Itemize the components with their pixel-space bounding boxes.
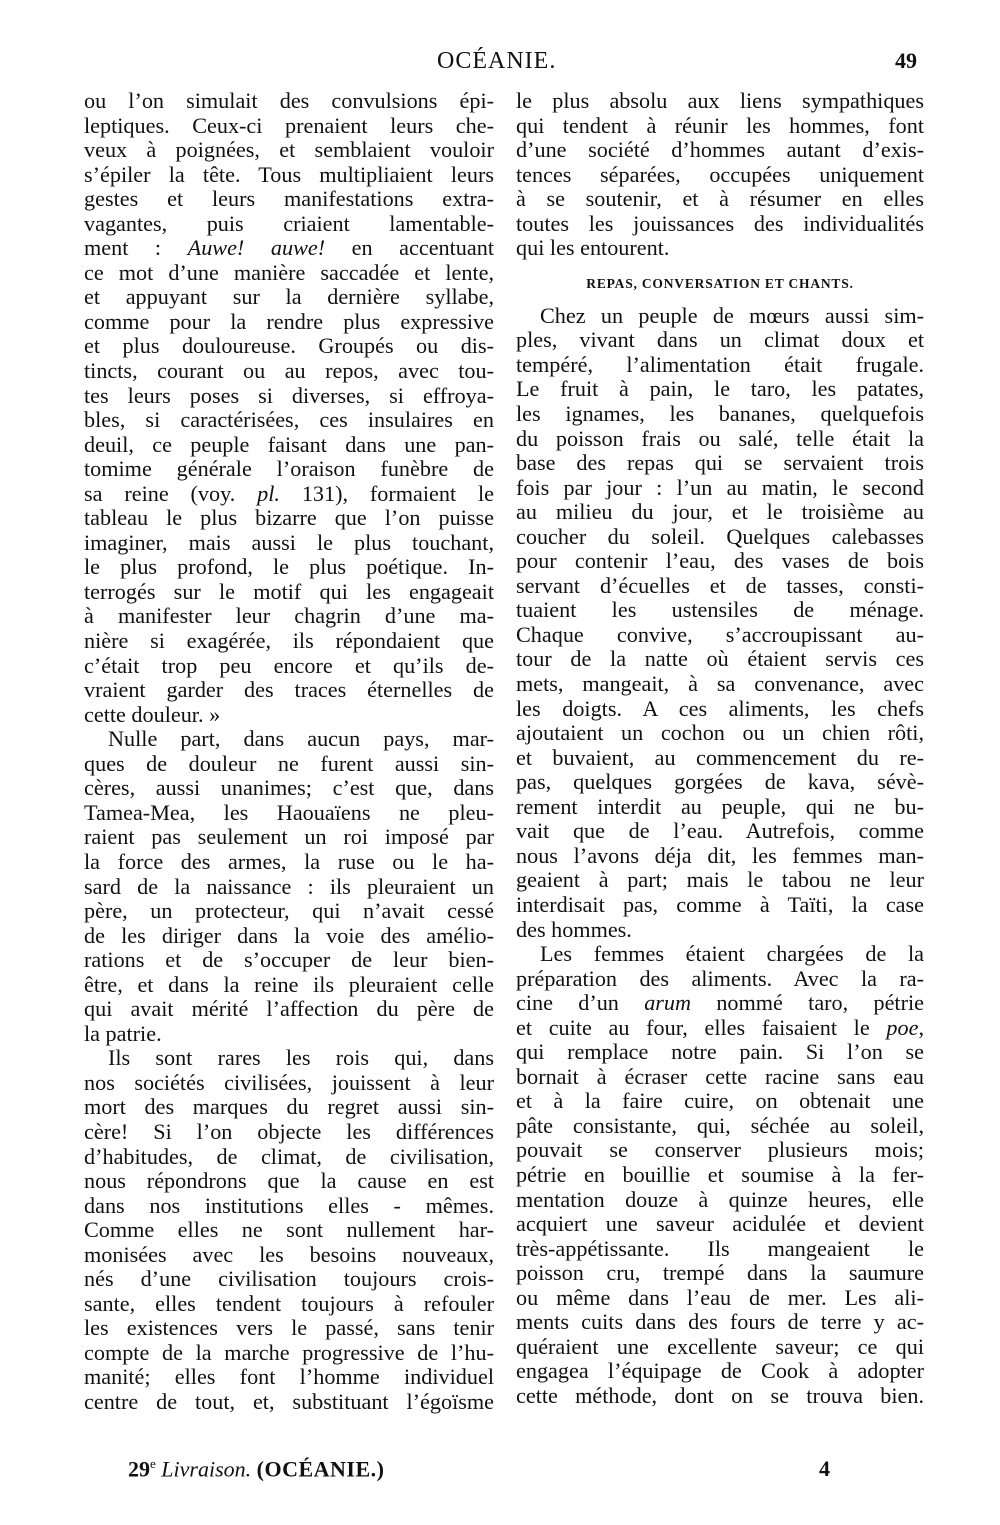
signature-word: Livraison. [161, 1456, 252, 1482]
text-line: mets, mangeait, à sa convenance, avec [516, 671, 924, 697]
text-line: rations et de s’occuper de leur bien- [84, 947, 494, 973]
text-line: compte de la marche progressive de l’hu- [84, 1339, 494, 1365]
text-line: sard de la naissance : ils pleuraient un [84, 873, 494, 899]
text-line: veux à poignées, et semblaient vouloir [84, 137, 494, 163]
text-line: cette méthode, dont on se trouva bien. [516, 1382, 924, 1408]
text-line: sante, elles tendent toujours à refouler [84, 1290, 494, 1316]
text-line: le plus profond, le plus poétique. In- [84, 554, 494, 580]
paragraph-start: Chez un peuple de mœurs aussi sim- [540, 302, 924, 328]
text-line: très-appétissante. Ils mangeaient le [516, 1235, 924, 1261]
text-line: tableau le plus bizarre que l’on puisse [84, 505, 494, 531]
section-heading: REPAS, CONVERSATION ET CHANTS. [586, 275, 854, 291]
text-line: la force des armes, la ruse ou le ha- [84, 848, 494, 874]
text-line: Le fruit à pain, le taro, les patates, [516, 376, 924, 402]
text-line: vraient garder des traces éternelles de [84, 677, 494, 703]
text-line: préparation des aliments. Avec la ra- [516, 965, 924, 991]
text-line: nos sociétés civilisées, jouissent à leur [84, 1069, 494, 1095]
text-line: fois par jour : l’un au matin, le second [516, 474, 924, 500]
text-line: les existences vers le passé, sans tenir [84, 1315, 494, 1341]
text-line: dans nos institutions elles - mêmes. [84, 1192, 494, 1218]
text-line: quéraient une excellente saveur; ce qui [516, 1333, 924, 1359]
text-line: bles, si caractérisées, ces insulaires en [84, 407, 494, 433]
text-fragment: 131), formaient le [279, 480, 494, 506]
text-fragment: cine d’un [516, 990, 645, 1016]
text-line: raient pas seulement un roi imposé par [84, 824, 494, 850]
text-line: ples, vivant dans un climat doux et [516, 327, 924, 353]
text-line: base des repas qui se servaient trois [516, 450, 924, 476]
text-line: mort des marques du regret aussi sin- [84, 1094, 494, 1120]
text-line: leptiques. Ceux-ci prenaient leurs che- [84, 112, 494, 138]
text-fragment: et cuite au four, elles faisaient le [516, 1014, 887, 1040]
text-line: centre de tout, et, substituant l’égoïsme [84, 1388, 494, 1414]
sheet-number: 4 [819, 1456, 830, 1481]
text-line [516, 1016, 924, 1041]
right-column [516, 89, 924, 1408]
text-fragment: nommé taro, pétrie [691, 990, 924, 1016]
text-line: servant d’écuelles et de tasses, consti- [516, 572, 924, 598]
text-line: tences séparées, occupées uniquement [516, 161, 924, 187]
italic-exclamation: Auwe! auwe! [187, 235, 326, 261]
text-line: le plus absolu aux liens sympathiques [516, 88, 924, 113]
text-line: toutes les jouissances des individualités [516, 210, 924, 236]
text-line [84, 236, 494, 261]
text-line: vait que de l’eau. Autrefois, comme [516, 818, 924, 844]
text-line: et buvaient, au commencement du re- [516, 744, 924, 770]
text-line: tes leurs poses si diverses, si effroya- [84, 382, 494, 408]
text-line: pâte consistante, qui, séchée au soleil, [516, 1112, 924, 1138]
text-line: s’épiler la tête. Tous multipliaient leurs [84, 161, 494, 187]
text-line: et à la faire cuire, on obtenait une [516, 1088, 924, 1114]
text-line: à se soutenir, et à résumer en elles [516, 186, 924, 212]
text-line: père, un protecteur, qui n’avait cessé [84, 898, 494, 924]
text-line: ques de douleur ne furent aussi sin- [84, 750, 494, 776]
text-fragment: sa reine (voy. [84, 480, 258, 506]
text-line: mentation douze à quinze heures, elle [516, 1186, 924, 1212]
text-line: tempéré, l’alimentation était frugale. [516, 351, 924, 377]
text-line: cère! Si l’on objecte les différences [84, 1118, 494, 1144]
italic-plate-ref: pl. [257, 480, 280, 506]
text-line: ou même dans l’eau de mer. Les ali- [516, 1284, 924, 1310]
text-line: et appuyant sur la dernière syllabe, [84, 284, 494, 310]
text-line: nière si exagérée, ils répondaient que [84, 628, 494, 654]
text-line: comme pour la rendre plus expressive [84, 308, 494, 334]
text-line: manité; elles font l’homme individuel [84, 1364, 494, 1390]
text-line: bornait à écraser cette racine sans eau [516, 1063, 924, 1089]
text-line: pétrie en bouillie et soumise à la fer- [516, 1161, 924, 1187]
text-line: d’une société d’hommes autant d’exis- [516, 137, 924, 163]
text-line: à manifester leur chagrin d’une ma- [84, 603, 494, 629]
text-line: tuaient les ustensiles de ménage. [516, 597, 924, 623]
text-line: d’habitudes, de climat, de civilisation, [84, 1143, 494, 1169]
text-line: tincts, courant ou au repos, avec tou- [84, 358, 494, 384]
text-line: les doigts. A ces aliments, les chefs [516, 695, 924, 721]
text-line: des hommes. [516, 916, 632, 942]
text-line: ou l’on simulait des convulsions épi- [84, 88, 494, 113]
text-line: geaient à part; mais le tabou ne leur [516, 867, 924, 893]
text-line: cères, aussi unanimes; c’est que, dans [84, 775, 494, 801]
text-line: Comme elles ne sont nullement har- [84, 1217, 494, 1243]
text-line: rement interdit au peuple, qui ne bu- [516, 793, 924, 819]
text-line: nés d’une civilisation toujours crois- [84, 1266, 494, 1292]
text-line: Tamea-Mea, les Haouaïens ne pleu- [84, 799, 494, 825]
text-line: imaginer, mais aussi le plus touchant, [84, 529, 494, 555]
running-header [0, 48, 1000, 88]
text-line: acquiert une saveur acidulée et devient [516, 1211, 924, 1237]
italic-term-arum: arum [644, 990, 692, 1016]
page-number: 49 [895, 48, 917, 73]
paragraph-start: Les femmes étaient chargées de la [540, 941, 924, 967]
text-line [84, 482, 494, 507]
text-line: du poisson frais ou salé, telle était la [516, 425, 924, 451]
text-line: Chaque convive, s’accroupissant au- [516, 621, 924, 647]
text-line: nous l’avons déja dit, les femmes man- [516, 842, 924, 868]
text-line: gestes et leurs manifestations extra- [84, 186, 494, 212]
text-line [516, 991, 924, 1016]
text-line: deuil, ce peuple faisant dans une pan- [84, 431, 494, 457]
signature-superscript: e [150, 1456, 156, 1471]
text-line: interdisait pas, comme à Taïti, la case [516, 891, 924, 917]
paragraph-start: Ils sont rares les rois qui, dans [108, 1045, 494, 1071]
text-line: qui les entourent. [516, 235, 670, 261]
text-line: cette douleur. » [84, 701, 221, 727]
signature-mark [128, 1456, 384, 1482]
text-line: nous répondrons que la cause en est [84, 1168, 494, 1194]
text-line: qui avait mérité l’affection du père de [84, 996, 494, 1022]
text-line: ments cuits dans des fours de terre y ac- [516, 1309, 924, 1335]
text-line: tour de la natte où étaient servis ces [516, 646, 924, 672]
running-title: OCÉANIE. [437, 48, 557, 74]
text-line: pour contenir l’eau, des vases de bois [516, 548, 924, 574]
left-column [84, 89, 494, 1415]
text-line: poisson cru, trempé dans la saumure [516, 1260, 924, 1286]
paragraph-start: Nulle part, dans aucun pays, mar- [108, 726, 494, 752]
text-line: qui tendent à réunir les hommes, font [516, 112, 924, 138]
text-line: être, et dans la reine ils pleuraient celle [84, 971, 494, 997]
text-line: et plus douloureuse. Groupés ou dis- [84, 333, 494, 359]
text-line: vagantes, puis criaient lamentable- [84, 210, 494, 236]
text-line: les ignames, les bananes, quelquefois [516, 401, 924, 427]
signature-title: (OCÉANIE.) [256, 1456, 385, 1482]
text-line: tomime générale l’oraison funèbre de [84, 456, 494, 482]
text-line: pouvait se conserver plusieurs mois; [516, 1137, 924, 1163]
text-fragment: en accentuant [325, 235, 495, 261]
text-fragment: ment : [84, 235, 188, 261]
text-line: c’était trop peu encore et qu’ils de- [84, 652, 494, 678]
text-fragment: , [918, 1014, 924, 1040]
italic-term-poe: poe [886, 1014, 919, 1040]
text-line: monisées avec les besoins nouveaux, [84, 1241, 494, 1267]
text-line: coucher du soleil. Quelques calebasses [516, 523, 924, 549]
text-line: qui remplace notre pain. Si l’on se [516, 1039, 924, 1065]
text-line: la patrie. [84, 1020, 162, 1046]
signature-number: 29 [128, 1456, 150, 1482]
text-line: ajoutaient un cochon ou un chien rôti, [516, 720, 924, 746]
text-line: au milieu du jour, et le troisième au [516, 499, 924, 525]
text-line: pas, quelques gorgées de kava, sévè- [516, 769, 924, 795]
text-line: engagea l’équipage de Cook à adopter [516, 1358, 924, 1384]
text-line: ce mot d’une manière saccadée et lente, [84, 259, 494, 285]
text-line: de les diriger dans la voie des amélio- [84, 922, 494, 948]
text-line: terrogés sur le motif qui les engageait [84, 578, 494, 604]
